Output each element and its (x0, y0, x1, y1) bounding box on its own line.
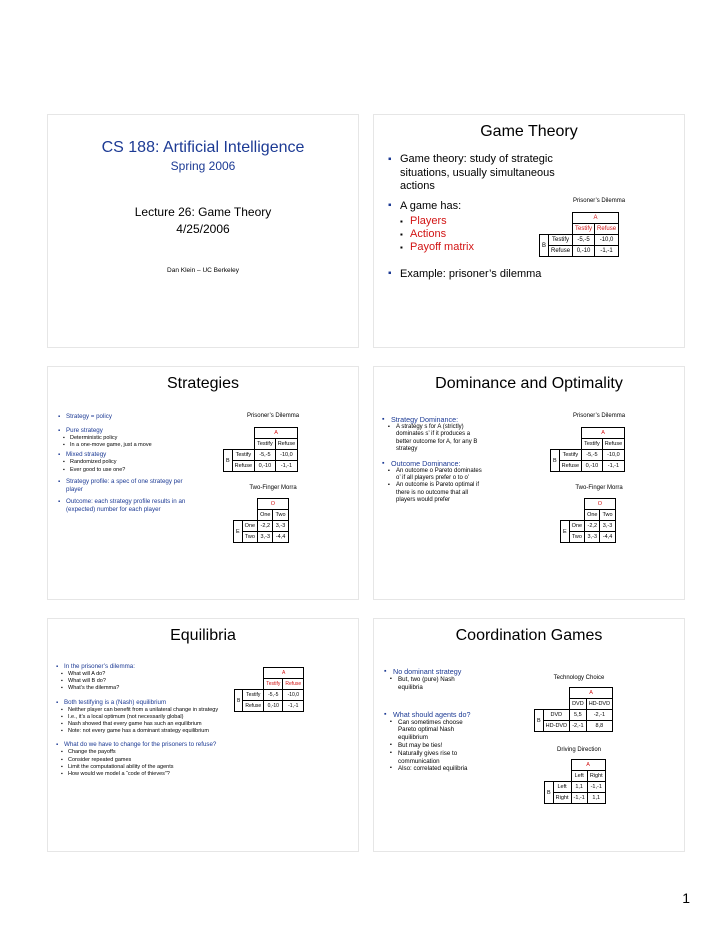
sub-bullet: ▪ What will A do? (56, 671, 346, 678)
slide-title (47, 114, 359, 348)
sub-bullet-line: equilibria (398, 683, 423, 691)
cell: -10,0 (602, 450, 624, 461)
row-header: Refuse (232, 461, 254, 472)
author: Dan Klein – UC Berkeley (167, 267, 239, 274)
bullet-list (388, 199, 538, 254)
col-header: Two (600, 510, 615, 521)
col-player: O (258, 499, 289, 510)
table-caption: Prisoner’s Dilemma (246, 413, 300, 419)
table-caption: Two-Finger Morra (575, 485, 623, 491)
col-header: Refuse (283, 679, 304, 690)
slide-coordination (373, 618, 685, 852)
col-header: Right (587, 771, 605, 782)
col-header: One (585, 510, 600, 521)
slide-game-theory (373, 114, 685, 348)
cell: -2,-1 (586, 710, 612, 721)
col-player: A (571, 760, 605, 771)
bullet-list (58, 413, 186, 514)
bullet-list (388, 153, 563, 194)
slide-title: Strategies (166, 375, 240, 392)
sub-bullet-line: there is no outcome that all (396, 489, 469, 496)
sub-bullet: ▪ Payoff matrix (400, 241, 538, 254)
row-player: B (551, 450, 560, 472)
cell: 3,-3 (258, 532, 273, 543)
row-player: B (545, 782, 554, 804)
sub-bullet: ▪ Randomized policy (58, 459, 186, 466)
sub-bullet: ▪ Can sometimes choose (384, 719, 524, 727)
payoff-matrix (539, 212, 619, 257)
page-number: 1 (682, 890, 690, 906)
bullet: ▪ Strategy Dominance: (382, 415, 522, 424)
cell: 3,-3 (273, 521, 288, 532)
row-header: Refuse (243, 701, 264, 712)
col-player: A (573, 213, 619, 224)
col-header: Two (273, 510, 288, 521)
lecture-title: Lecture 26: Game Theory (134, 205, 272, 219)
col-header: DVD (570, 699, 587, 710)
sub-bullet: ▪ In a one-move game, just a move (58, 442, 186, 449)
sub-bullet: ▪ What will B do? (56, 678, 346, 685)
sub-bullet: ▪ Limit the computational ability of the agents (56, 764, 346, 771)
cell: -10,0 (595, 235, 619, 246)
sub-bullet: ▪ Actions (400, 228, 538, 241)
slide-title: Coordination Games (455, 627, 603, 644)
course-term: Spring 2006 (170, 159, 236, 173)
row-player: E (561, 521, 570, 543)
cell: 5,5 (570, 710, 587, 721)
table-caption: Technology Choice (553, 675, 605, 681)
cell: -10,0 (283, 690, 304, 701)
slide-title: Equilibria (170, 627, 236, 644)
row-header: HD-DVD (543, 721, 569, 732)
sub-bullet: ▪ Naturally gives rise to (384, 750, 524, 758)
sub-bullet-line: communication (398, 757, 440, 765)
table-caption: Driving Direction (556, 747, 601, 753)
col-header: Testify (573, 224, 595, 235)
bullet: ▪ Strategy = policy (58, 413, 186, 421)
cell: -2,2 (585, 521, 600, 532)
row-header: Testify (549, 235, 573, 246)
col-header: Refuse (602, 439, 624, 450)
slide-title: Game Theory (480, 123, 578, 140)
col-player: A (255, 428, 298, 439)
row-player: B (535, 710, 544, 732)
cell: 1,1 (571, 782, 587, 793)
sub-bullet-line: Pareto optimal Nash (398, 726, 455, 734)
cell: 1,1 (587, 793, 605, 804)
col-header: Left (571, 771, 587, 782)
sub-bullet: ▪ An outcome o Pareto dominates (382, 468, 522, 475)
col-header: Testify (582, 439, 603, 450)
cell: -10,0 (275, 450, 297, 461)
bullet: ▪ Game theory: study of strategic situations, usually simultaneous actions (388, 153, 563, 194)
slide-equilibria (47, 618, 359, 852)
sub-bullet: ▪ Nash showed that every game has such an equilibrium (56, 721, 346, 728)
row-player: B (235, 690, 243, 712)
row-header: Refuse (549, 246, 573, 257)
col-header: HD-DVD (586, 699, 612, 710)
payoff-matrix (550, 427, 625, 472)
bullet: ▪ What should agents do? (384, 710, 524, 719)
course-title: CS 188: Artificial Intelligence (101, 139, 305, 156)
row-header: Right (553, 793, 571, 804)
bullet: ▪ Mixed strategy (58, 451, 186, 459)
cell: -2,2 (258, 521, 273, 532)
bullet: ▪ Example: prisoner’s dilemma (388, 267, 588, 281)
sub-bullet: ▪ An outcome is Pareto optimal if (382, 482, 522, 489)
col-header: Testify (264, 679, 283, 690)
row-player: B (540, 235, 549, 257)
cell: 0,-10 (255, 461, 276, 472)
cell: -1,-1 (571, 793, 587, 804)
bullet: ▪ Outcome Dominance: (382, 459, 522, 468)
sub-bullet-line: strategy (396, 446, 418, 453)
slide-dominance (373, 366, 685, 600)
table-caption: Two-Finger Morra (249, 485, 297, 491)
cell: -1,-1 (275, 461, 297, 472)
cell: 8,8 (586, 721, 612, 732)
row-header: Testify (243, 690, 264, 701)
col-player: A (264, 668, 304, 679)
payoff-matrix (544, 759, 606, 804)
row-header: Two (242, 532, 257, 543)
sub-bullet-line: o’ if all players prefer o to o’ (396, 475, 470, 482)
cell: -4,4 (600, 532, 615, 543)
cell: -1,-1 (602, 461, 624, 472)
sub-bullet-line: better outcome for A, for any B (396, 438, 478, 445)
cell: -1,-1 (587, 782, 605, 793)
table-caption: Prisoner’s Dilemma (572, 198, 626, 204)
row-header: Two (569, 532, 584, 543)
row-header: One (242, 521, 257, 532)
lecture-date: 4/25/2006 (176, 222, 230, 236)
col-header: Testify (255, 439, 276, 450)
cell: 0,-10 (582, 461, 603, 472)
col-player: A (582, 428, 625, 439)
row-player: E (234, 521, 243, 543)
payoff-matrix (223, 427, 298, 472)
cell: 3,-3 (585, 532, 600, 543)
cell: -1,-1 (595, 246, 619, 257)
cell: -2,-1 (570, 721, 587, 732)
cell: -1,-1 (283, 701, 304, 712)
payoff-matrix (534, 687, 613, 732)
sub-bullet: ▪ I.e., it’s a local optimum (not necessarily global) (56, 714, 346, 721)
table-caption: Prisoner’s Dilemma (572, 413, 626, 419)
cell: -5,-5 (573, 235, 595, 246)
slide-strategies (47, 366, 359, 600)
cell: 0,-10 (573, 246, 595, 257)
sub-bullet: ▪ Ever good to use one? (58, 467, 186, 474)
bullet: ▪ Pure strategy (58, 427, 186, 435)
row-header: Refuse (559, 461, 581, 472)
col-header: One (258, 510, 273, 521)
sub-bullet: ▪ Neither player can benefit from a unilateral change in strategy (56, 707, 346, 714)
sub-bullet: ▪ Consider repeated games (56, 757, 346, 764)
sub-bullet-line: players would prefer (396, 497, 451, 504)
payoff-matrix (233, 498, 289, 543)
row-header: Testify (559, 450, 581, 461)
col-header: Refuse (595, 224, 619, 235)
sub-bullet: ▪ Deterministic policy (58, 435, 186, 442)
sub-bullet: ▪ How would we model a “code of thieves”? (56, 771, 346, 778)
sub-bullet: ▪ What’s the dilemma? (56, 685, 346, 692)
bullet: ▪ Strategy profile: a spec of one strategy per player (58, 478, 186, 494)
row-header: One (569, 521, 584, 532)
bullet: ▪ No dominant strategy (384, 667, 524, 676)
row-header: DVD (543, 710, 569, 721)
payoff-matrix (234, 667, 304, 712)
bullet: ▪ A game has: (388, 199, 538, 213)
cell: -5,-5 (264, 690, 283, 701)
sub-bullet: ▪ A strategy s for A (strictly) (382, 424, 522, 431)
sub-bullet-line: equilibrium (398, 734, 428, 742)
sub-bullet: ▪ Change the payoffs (56, 749, 346, 756)
cell: 0,-10 (264, 701, 283, 712)
sub-bullet: ▪ But may be ties! (384, 742, 524, 750)
bullet: ▪ Both testifying is a (Nash) equilibrium (56, 699, 346, 707)
cell: -5,-5 (582, 450, 603, 461)
row-header: Testify (232, 450, 254, 461)
col-player: O (585, 499, 616, 510)
sub-bullet: ▪ Note: not every game has a dominant strategy equilibrium (56, 728, 346, 735)
col-player: A (570, 688, 613, 699)
bullet-list (384, 667, 524, 773)
cell: -4,4 (273, 532, 288, 543)
cell: -5,-5 (255, 450, 276, 461)
bullet-list (382, 415, 522, 505)
slide-title: Dominance and Optimality (435, 375, 623, 392)
sub-bullet: ▪ But, two (pure) Nash (384, 676, 524, 684)
sub-bullet-line: dominates s’ if it produces a (396, 431, 471, 438)
sub-bullet: ▪ Players (400, 215, 538, 228)
bullet: ▪ In the prisoner’s dilemma: (56, 663, 346, 671)
payoff-matrix (560, 498, 616, 543)
bullet: ▪ What do we have to change for the prisoners to refuse? (56, 741, 346, 749)
row-player: B (224, 450, 233, 472)
cell: 3,-3 (600, 521, 615, 532)
col-header: Refuse (275, 439, 297, 450)
bullet: ▪ Outcome: each strategy profile results in an (expected) number for each player (58, 498, 186, 514)
row-header: Left (553, 782, 571, 793)
sub-bullet: ▪ Also: correlated equilibria (384, 765, 524, 773)
